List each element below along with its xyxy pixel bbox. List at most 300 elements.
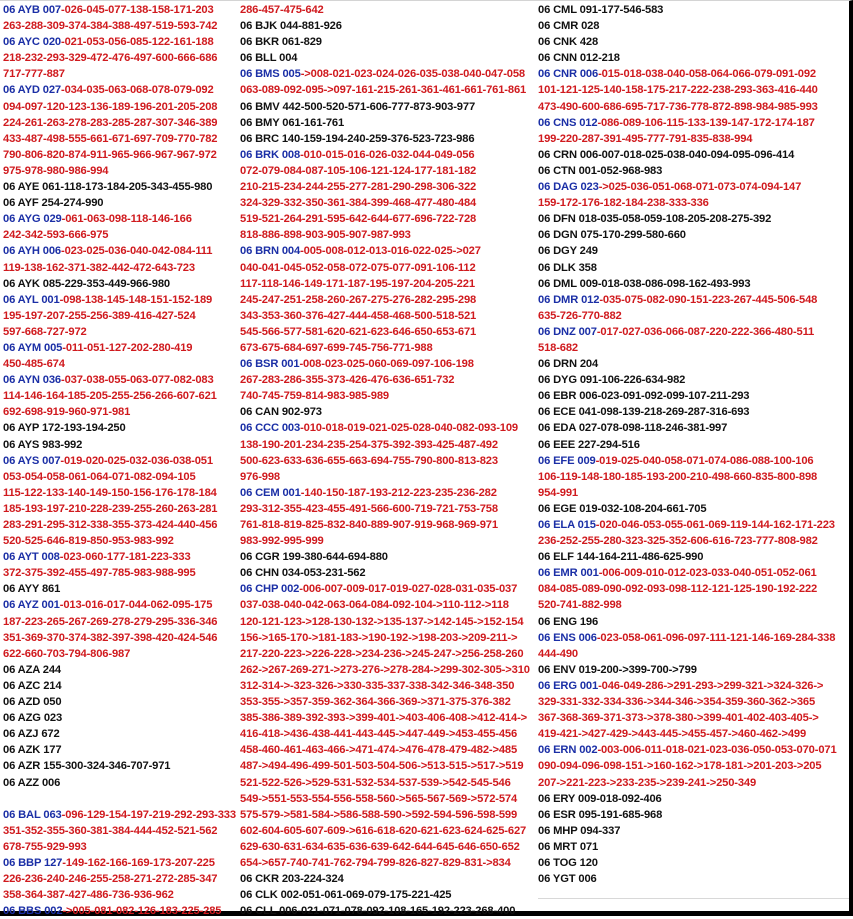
registry-entry xyxy=(538,871,848,887)
registry-entry xyxy=(538,823,848,839)
entry-numbers: -011-051-127-202-280-419 xyxy=(62,341,193,354)
entry-numbers: 442-500-520-571-606-777-873-903-977 xyxy=(279,100,476,113)
column-3 xyxy=(538,1,848,887)
continuation-line xyxy=(3,66,235,82)
entry-numbers: 717-777-887 xyxy=(3,68,65,81)
entry-code: 06 CKR xyxy=(240,873,279,886)
entry-numbers: -098-138-145-148-151-152-189 xyxy=(59,293,213,306)
entry-code: 06 CLL xyxy=(240,905,277,918)
entry-numbers: 114-146-164-185-205-255-256-266-607-621 xyxy=(3,390,217,403)
continuation-line xyxy=(240,469,534,485)
entry-numbers: 575-579->581-584->586-588-590->592-594-596-598-599 xyxy=(240,808,518,821)
continuation-line xyxy=(3,791,235,807)
entry-numbers: 227-294-516 xyxy=(575,438,640,451)
entry-numbers: 983-992 xyxy=(39,438,83,451)
continuation-line xyxy=(240,839,534,855)
entry-numbers: 006 xyxy=(575,873,597,886)
entry-numbers: 217-220-223->226-228->234-236->245-247->256-258-260 xyxy=(240,647,524,660)
entry-code: 06 CML xyxy=(538,4,577,16)
entry-code: 06 AZG xyxy=(3,712,41,725)
entry-numbers: 019-200->399-700->799 xyxy=(575,663,697,676)
entry-numbers: -096-129-154-197-219-292-293-333 xyxy=(61,808,236,821)
entry-numbers: -023-058-061-096-097-111-121-146-169-284-338 xyxy=(596,631,836,644)
continuation-line xyxy=(240,260,534,276)
continuation-line xyxy=(538,82,848,98)
registry-entry xyxy=(538,243,848,259)
entry-numbers: 091-177-546-583 xyxy=(576,4,664,16)
continuation-line xyxy=(240,823,534,839)
registry-entry xyxy=(240,147,534,163)
entry-numbers: 549->551-553-554-556-558-560->565-567-569->572-574 xyxy=(240,792,518,805)
entry-numbers: -003-006-011-018-021-023-036-050-053-070-071 xyxy=(597,744,837,757)
entry-numbers: 740-745-759-814-983-985-989 xyxy=(240,390,389,403)
entry-numbers: 094-337 xyxy=(577,824,621,837)
continuation-line xyxy=(240,292,534,308)
entry-code: 06 DRN xyxy=(538,358,577,371)
entry-numbers: 473-490-600-686-695-717-736-778-872-898-984-985-993 xyxy=(538,100,818,113)
entry-numbers: 034-053-231-562 xyxy=(278,567,366,580)
registry-entry xyxy=(538,276,848,292)
registry-entry xyxy=(240,404,534,420)
registry-entry xyxy=(538,356,848,372)
continuation-line xyxy=(240,163,534,179)
entry-numbers: -006-007-009-017-019-027-028-031-035-037 xyxy=(299,583,518,596)
entry-numbers: -021-053-056-085-122-161-188 xyxy=(61,36,214,49)
entry-numbers: 075-170-299-580-660 xyxy=(577,229,686,242)
entry-numbers: 117-118-146-149-171-187-195-197-204-205-221 xyxy=(240,277,475,290)
entry-numbers: 063-089-092-095->097-161-215-261-361-461-661-761-861 xyxy=(240,84,527,97)
entry-numbers: 119-138-162-371-382-442-472-643-723 xyxy=(3,261,195,274)
registry-entry xyxy=(3,292,235,308)
entry-code: 06 AYN 036 xyxy=(3,374,62,387)
entry-numbers: 156->165-170->181-183->190-192->198-203->209-211-> xyxy=(240,631,518,644)
entry-code: 06 CLK xyxy=(240,889,278,902)
continuation-line xyxy=(3,50,235,66)
registry-entry xyxy=(3,710,235,726)
entry-numbers: 245-247-251-258-260-267-275-276-282-295-298 xyxy=(240,293,477,306)
registry-entry xyxy=(538,2,848,18)
entry-numbers: 635-726-770-882 xyxy=(538,309,622,322)
entry-numbers: 053-054-058-061-064-071-082-094-105 xyxy=(3,470,196,483)
registry-entry xyxy=(538,453,848,469)
continuation-line xyxy=(3,147,235,163)
entry-code: 06 ERY xyxy=(538,792,576,805)
continuation-line xyxy=(538,340,848,356)
entry-numbers: 084-085-089-090-092-093-098-112-121-125-190-192-222 xyxy=(538,583,818,596)
entry-code: 06 EFE 009 xyxy=(538,454,596,467)
registry-entry xyxy=(538,163,848,179)
entry-numbers: -013-016-017-044-062-095-175 xyxy=(59,599,213,612)
entry-numbers: 023 xyxy=(40,712,63,725)
entry-code: 06 BBS 002 xyxy=(3,905,63,918)
continuation-line xyxy=(538,597,848,613)
registry-entry xyxy=(3,597,235,613)
registry-entry xyxy=(538,324,848,340)
entry-code: 06 BMS 005 xyxy=(240,68,301,81)
registry-entry xyxy=(3,855,235,871)
registry-entry xyxy=(538,614,848,630)
registry-entry xyxy=(538,372,848,388)
entry-numbers: 177 xyxy=(40,744,62,757)
registry-entry xyxy=(240,131,534,147)
continuation-line xyxy=(240,372,534,388)
registry-entry xyxy=(3,549,235,565)
entry-numbers: 185-193-197-210-228-239-255-260-263-281 xyxy=(3,502,218,515)
entry-numbers: 975-978-980-986-994 xyxy=(3,164,109,177)
continuation-line xyxy=(240,340,534,356)
continuation-line xyxy=(240,694,534,710)
entry-numbers: -015-018-038-040-058-064-066-079-091-092 xyxy=(598,68,816,81)
entry-numbers: 312-314->-323-326->330-335-337-338-342-346-348-350 xyxy=(240,679,515,692)
registry-entry xyxy=(3,211,235,227)
continuation-line xyxy=(3,163,235,179)
registry-entry xyxy=(3,807,235,823)
continuation-line xyxy=(240,195,534,211)
entry-code: 06 DMR 012 xyxy=(538,293,600,306)
continuation-line xyxy=(538,99,848,115)
entry-numbers: 902-973 xyxy=(278,406,322,419)
entry-numbers: 602-604-605-607-609->616-618-620-621-623-624-625-627 xyxy=(240,824,527,837)
continuation-line xyxy=(240,597,534,613)
entry-numbers: 072-079-084-087-105-106-121-124-177-181-182 xyxy=(240,164,477,177)
registry-entry xyxy=(3,775,235,791)
registry-entry xyxy=(3,453,235,469)
entry-numbers: 085-229-353-449-966-980 xyxy=(39,277,170,290)
continuation-line xyxy=(538,308,848,324)
registry-entry xyxy=(538,147,848,163)
registry-entry xyxy=(240,903,534,919)
continuation-line xyxy=(240,211,534,227)
continuation-line xyxy=(240,324,534,340)
entry-numbers: 061-118-173-184-205-343-455-980 xyxy=(39,181,213,194)
registry-entry xyxy=(538,791,848,807)
entry-numbers: 283-291-295-312-338-355-373-424-440-456 xyxy=(3,519,218,531)
registry-entry xyxy=(538,34,848,50)
entry-code: 06 ENS 006 xyxy=(538,631,597,644)
registry-entry xyxy=(538,839,848,855)
entry-code: 06 DFN xyxy=(538,213,576,226)
entry-code: 06 CTN xyxy=(538,164,576,177)
entry-numbers: 019-032-108-204-661-705 xyxy=(576,502,707,515)
entry-numbers: -020-046-053-055-061-069-119-144-162-171-223 xyxy=(595,519,835,531)
registry-entry xyxy=(538,115,848,131)
entry-numbers: 654->657-740-741-762-794-799-826-827-829-831->834 xyxy=(240,856,511,869)
entry-numbers: 976-998 xyxy=(240,470,281,483)
entry-numbers: 458-460-461-463-466->471-474->476-478-479-482->485 xyxy=(240,744,518,757)
entry-code: 06 BMY xyxy=(240,116,280,129)
entry-code: 06 BLL xyxy=(240,52,277,65)
entry-code: 06 BRC xyxy=(240,132,279,145)
continuation-line xyxy=(538,775,848,791)
registry-entry xyxy=(538,855,848,871)
continuation-line xyxy=(240,758,534,774)
entry-numbers: 172-193-194-250 xyxy=(39,422,126,435)
continuation-line xyxy=(3,823,235,839)
entry-numbers: 155-300-324-346-707-971 xyxy=(40,760,171,773)
entry-numbers: 262->267-269-271->273-276->278-284->299-302-305->310 xyxy=(240,663,530,676)
entry-numbers: 428 xyxy=(576,36,599,49)
entry-numbers: 061-829 xyxy=(278,36,322,49)
entry-numbers: 244 xyxy=(39,663,62,676)
entry-code: 06 CNK xyxy=(538,36,577,49)
entry-numbers: 226-236-240-246-255-258-271-272-285-347 xyxy=(3,873,218,886)
entry-code: 06 CNS 012 xyxy=(538,116,598,129)
registry-entry xyxy=(538,388,848,404)
continuation-line xyxy=(240,630,534,646)
entry-numbers: 050 xyxy=(40,696,62,709)
entry-numbers: 672 xyxy=(38,728,60,741)
entry-numbers: 061-161-761 xyxy=(279,116,345,129)
entry-code: 06 AZZ xyxy=(3,776,39,789)
continuation-line xyxy=(240,742,534,758)
entry-code: 06 ERN 002 xyxy=(538,744,598,757)
entry-numbers: 324-329-332-350-361-384-399-468-477-480-484 xyxy=(240,197,477,210)
registry-entry xyxy=(240,66,534,82)
registry-entry xyxy=(538,211,848,227)
entry-numbers: 006-021-071-078-092-108-165-192-223-268-400 xyxy=(276,905,516,918)
entry-numbers: 009-018-092-406 xyxy=(575,792,662,805)
entry-code: 06 AYB 007 xyxy=(3,4,62,16)
registry-entry xyxy=(538,420,848,436)
continuation-line xyxy=(3,839,235,855)
registry-entry xyxy=(3,179,235,195)
registry-entry xyxy=(3,82,235,98)
entry-numbers: 218-232-293-329-472-476-497-600-666-686 xyxy=(3,52,218,65)
entry-code: 06 BMV xyxy=(240,100,280,113)
continuation-line xyxy=(3,131,235,147)
entry-numbers: 351-369-370-374-382-397-398-420-424-546 xyxy=(3,631,218,644)
entry-numbers: ->025-036-051-068-071-073-074-094-147 xyxy=(598,181,802,194)
entry-code: 06 MRT xyxy=(538,840,577,853)
entry-numbers: 351-352-355-360-381-384-444-452-521-562 xyxy=(3,824,218,837)
registry-entry xyxy=(240,115,534,131)
entry-numbers: 487->494-496-499-501-503-504-506->513-515->517->519 xyxy=(240,760,524,773)
continuation-line xyxy=(240,453,534,469)
continuation-line xyxy=(538,533,848,549)
entry-code: 06 CHP 002 xyxy=(240,583,300,596)
entry-numbers: 004 xyxy=(276,52,298,65)
entry-code: 06 AYD 027 xyxy=(3,84,62,97)
entry-numbers: ->005-081-082-126-183-225-285 xyxy=(62,905,222,918)
continuation-line xyxy=(3,308,235,324)
continuation-line xyxy=(3,517,235,533)
entry-numbers: 187-223-265-267-269-278-279-295-336-346 xyxy=(3,615,218,628)
continuation-line xyxy=(538,485,848,501)
entry-code: 06 BRN 004 xyxy=(240,245,301,258)
entry-code: 06 AZK xyxy=(3,744,41,757)
entry-code: 06 DGN xyxy=(538,229,578,242)
entry-numbers: 521-522-526->529-531-532-534-537-539->542-545-546 xyxy=(240,776,511,789)
registry-entry xyxy=(538,678,848,694)
entry-numbers: 263-288-309-374-384-388-497-519-593-742 xyxy=(3,20,218,33)
continuation-line xyxy=(538,694,848,710)
continuation-line xyxy=(538,195,848,211)
entry-code: 06 AZJ xyxy=(3,728,39,741)
entry-code: 06 DLK xyxy=(538,261,576,274)
registry-entry xyxy=(538,517,848,533)
entry-numbers: 207->221-223->233-235->239-241->250-349 xyxy=(538,776,757,789)
entry-numbers: 353-355->357-359-362-364-366-369->371-375-376-382 xyxy=(240,696,511,709)
entry-code: 06 AYE xyxy=(3,181,40,194)
entry-numbers: 001-052-968-983 xyxy=(575,164,663,177)
entry-numbers: -006-009-010-012-023-033-040-051-052-061 xyxy=(598,567,817,580)
entry-numbers: 006 xyxy=(38,776,61,789)
entry-code: 06 YGT xyxy=(538,873,576,886)
entry-numbers: 983-992-995-999 xyxy=(240,535,324,548)
entry-numbers: 433-487-498-555-661-671-697-709-770-782 xyxy=(3,132,218,145)
entry-numbers: 692-698-919-960-971-981 xyxy=(3,406,131,419)
entry-numbers: 120 xyxy=(576,856,598,869)
registry-entry xyxy=(240,99,534,115)
registry-entry xyxy=(538,50,848,66)
registry-entry xyxy=(3,243,235,259)
entry-numbers: 629-630-631-634-635-636-639-642-644-645-646-650-652 xyxy=(240,840,520,853)
entry-numbers: 037-038-040-042-063-064-084-092-104->110-112->118 xyxy=(240,599,509,612)
entry-numbers: 040-041-045-052-058-072-075-077-091-106-112 xyxy=(240,261,476,274)
entry-numbers: 673-675-684-697-699-745-756-771-988 xyxy=(240,341,433,354)
entry-numbers: -010-018-019-021-025-028-040-082-093-109 xyxy=(300,422,518,435)
entry-code: 06 AYP xyxy=(3,422,40,435)
entry-code: 06 BJK xyxy=(240,20,278,33)
continuation-line xyxy=(240,437,534,453)
entry-code: 06 EEE xyxy=(538,438,576,451)
continuation-line xyxy=(3,887,235,903)
entry-code: 06 MHP xyxy=(538,824,578,837)
continuation-line xyxy=(3,115,235,131)
entry-numbers: 006-023-091-092-099-107-211-293 xyxy=(576,390,750,403)
entry-numbers: 818-886-898-903-905-907-987-993 xyxy=(240,229,411,242)
entry-code: 06 BBP 127 xyxy=(3,856,63,869)
registry-entry xyxy=(3,276,235,292)
entry-numbers: 861 xyxy=(39,583,61,596)
entry-numbers: 267-283-286-355-373-426-476-636-651-732 xyxy=(240,374,455,387)
entry-code: 06 ELA 015 xyxy=(538,519,596,531)
entry-code: 06 CNR 006 xyxy=(538,68,599,81)
entry-numbers: -023-060-177-181-223-333 xyxy=(59,551,191,564)
continuation-line xyxy=(3,18,235,34)
continuation-line xyxy=(3,469,235,485)
continuation-line xyxy=(240,308,534,324)
entry-numbers: 140-159-194-240-259-376-523-723-986 xyxy=(278,132,475,145)
continuation-line xyxy=(538,758,848,774)
entry-code: 06 BKR xyxy=(240,36,279,49)
entry-numbers: 199-220-287-391-495-777-791-835-838-994 xyxy=(538,132,753,145)
continuation-line xyxy=(538,726,848,742)
continuation-line xyxy=(240,82,534,98)
entry-code: 06 AYS 007 xyxy=(3,454,61,467)
entry-code: 06 DNZ 007 xyxy=(538,325,597,338)
continuation-line xyxy=(3,485,235,501)
entry-numbers: 027-078-098-118-246-381-997 xyxy=(575,422,728,435)
entry-code: 06 ENG xyxy=(538,615,577,628)
entry-code: 06 EDA xyxy=(538,422,576,435)
registry-entry xyxy=(3,340,235,356)
continuation-line xyxy=(240,501,534,517)
entry-numbers: 419-421->427-429->443-445->455-457->460-462->499 xyxy=(538,728,807,741)
entry-numbers: 196 xyxy=(576,615,599,628)
continuation-line xyxy=(240,710,534,726)
registry-entry xyxy=(240,420,534,436)
entry-numbers: -046-049-286->291-293->299-321->324-326-> xyxy=(598,679,824,692)
registry-entry xyxy=(3,34,235,50)
entry-numbers: 091-106-226-634-982 xyxy=(576,374,686,387)
continuation-line xyxy=(240,807,534,823)
entry-code: 06 CRN xyxy=(538,148,577,161)
entry-numbers: 518-682 xyxy=(538,341,579,354)
entry-numbers: 006-007-018-025-038-040-094-095-096-414 xyxy=(576,148,795,161)
entry-numbers: 115-122-133-140-149-150-156-176-178-184 xyxy=(3,486,217,499)
entry-numbers: -008-023-025-060-069-097-106-198 xyxy=(299,358,474,371)
entry-numbers: 028 xyxy=(578,20,600,33)
entry-numbers: 224-261-263-278-283-285-287-307-346-389 xyxy=(3,116,218,129)
entry-code: 06 AZR xyxy=(3,760,41,773)
registry-entry xyxy=(3,758,235,774)
entry-numbers: -149-162-166-169-173-207-225 xyxy=(62,856,215,869)
entry-code: 06 CGR xyxy=(240,551,280,564)
continuation-line xyxy=(538,646,848,662)
continuation-line xyxy=(240,855,534,871)
entry-code: 06 ELF xyxy=(538,551,574,564)
registry-entry xyxy=(240,565,534,581)
entry-code: 06 AYL 001 xyxy=(3,293,60,306)
registry-entry xyxy=(538,292,848,308)
entry-numbers: 095-191-685-968 xyxy=(575,808,663,821)
entry-code: 06 BAL 063 xyxy=(3,808,62,821)
column-1 xyxy=(3,1,235,919)
registry-entry xyxy=(240,871,534,887)
continuation-line xyxy=(240,388,534,404)
entry-code: 06 TOG xyxy=(538,856,577,869)
entry-numbers: 009-018-038-086-098-162-493-993 xyxy=(576,277,751,290)
registry-entry xyxy=(538,179,848,195)
entry-code: 06 CNN xyxy=(538,52,577,65)
registry-entry xyxy=(3,726,235,742)
column-2 xyxy=(240,1,534,919)
entry-code: 06 AYH 006 xyxy=(3,245,62,258)
continuation-line xyxy=(3,533,235,549)
registry-entry xyxy=(538,549,848,565)
entry-code: 06 DYG xyxy=(538,374,577,387)
registry-entry xyxy=(240,887,534,903)
entry-code: 06 AYC 020 xyxy=(3,36,62,49)
entry-code: 06 EMR 001 xyxy=(538,567,599,580)
entry-numbers: 343-353-360-376-427-444-458-468-500-518-521 xyxy=(240,309,477,322)
entry-code: 06 AYF xyxy=(3,197,39,210)
entry-code: 06 AYY xyxy=(3,583,40,596)
entry-code: 06 CMR xyxy=(538,20,579,33)
entry-numbers: 210-215-234-244-255-277-281-290-298-306-322 xyxy=(240,181,477,194)
entry-numbers: 358 xyxy=(575,261,597,274)
entry-numbers: 071 xyxy=(576,840,599,853)
registry-entry xyxy=(3,420,235,436)
entry-numbers: -034-035-063-068-078-079-092 xyxy=(61,84,214,97)
entry-numbers: 214 xyxy=(40,679,62,692)
entry-code: 06 ERG 001 xyxy=(538,679,599,692)
continuation-line xyxy=(3,614,235,630)
entry-code: 06 ENV xyxy=(538,663,576,676)
continuation-line xyxy=(240,276,534,292)
entry-numbers: -035-075-082-090-151-223-267-445-506-548 xyxy=(599,293,818,306)
entry-numbers: 090-094-096-098-151->160-162->178-181->201-203->205 xyxy=(538,760,822,773)
entry-numbers: -010-015-016-026-032-044-049-056 xyxy=(300,148,475,161)
continuation-line xyxy=(538,710,848,726)
registry-entry xyxy=(538,807,848,823)
entry-numbers: 236-252-255-280-323-325-352-606-616-723-777-808-982 xyxy=(538,535,818,548)
entry-numbers: 954-991 xyxy=(538,486,579,499)
entry-numbers: 204 xyxy=(576,358,599,371)
registry-entry xyxy=(3,662,235,678)
entry-numbers: 002-051-061-069-079-175-221-425 xyxy=(277,889,452,902)
